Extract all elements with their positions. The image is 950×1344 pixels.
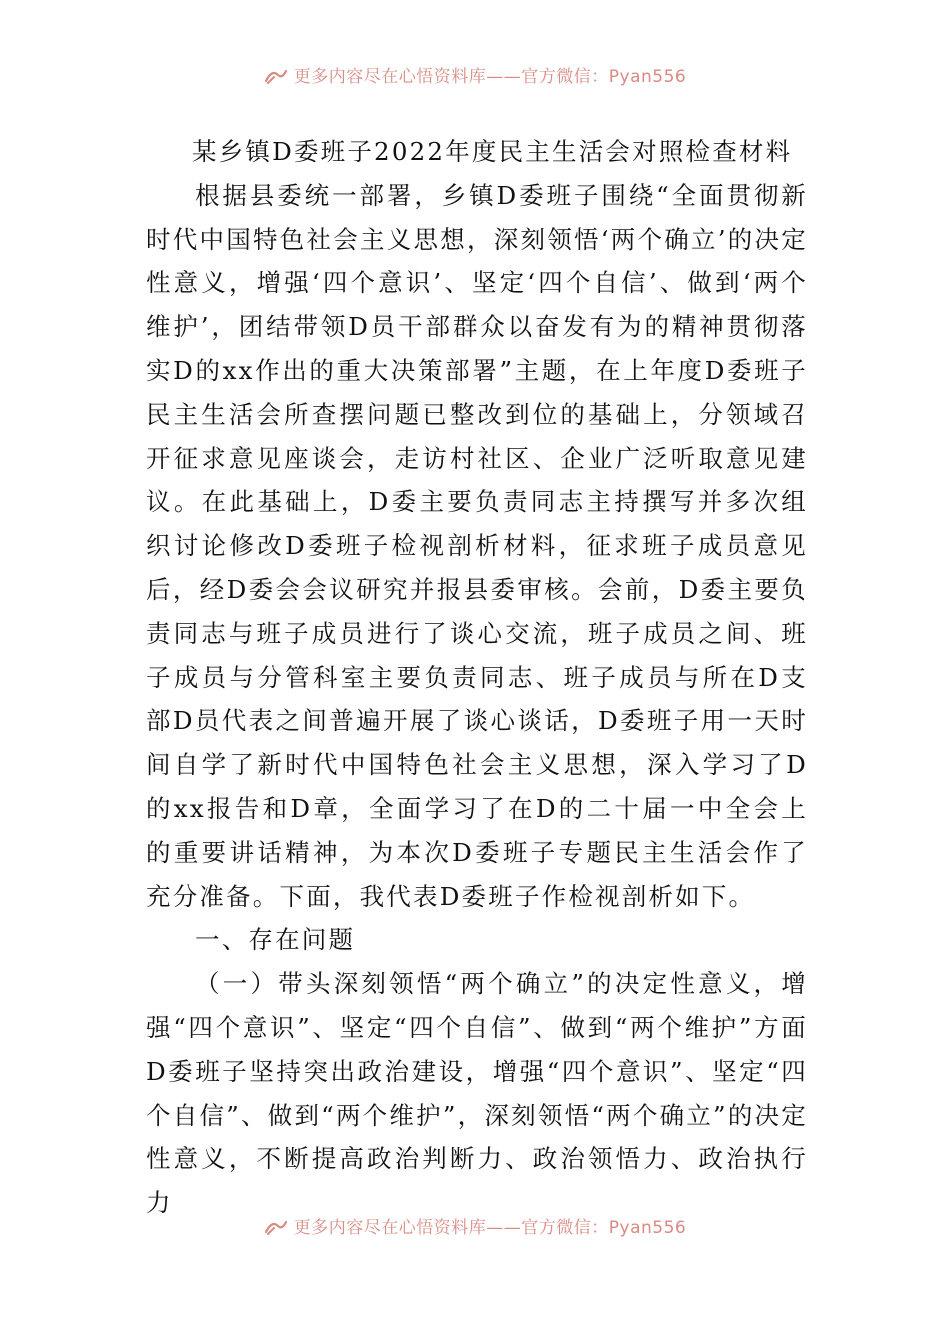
watermark-text: 更多内容尽在心悟资料库——官方微信：Pyan556 bbox=[293, 67, 687, 87]
watermark-text: 更多内容尽在心悟资料库——官方微信：Pyan556 bbox=[293, 1218, 687, 1238]
document-title: 某乡镇D委班子2022年度民主生活会对照检查材料 bbox=[192, 137, 793, 166]
subsection-paragraph-1: （一）带头深刻领悟“两个确立”的决定性意义，增强“四个意识”、坚定“四个自信”、做到“两个维护”方面D委班子坚持突出政治建设，增强“四个意识”、坚定“四个自信”、做到“两个维护”，深刻领悟“两个确立”的决定性意义，不断提高政治判断力、政治领悟力、政治执行力 bbox=[146, 969, 808, 1218]
intro-paragraph: 根据县委统一部署，乡镇D委班子围绕“全面贯彻新时代中国特色社会主义思想，深刻领悟‘两个确立’的决定性意义，增强‘四个意识’、坚定‘四个自信’、做到‘两个维护’，团结带领D员干部群众以奋发有为的精神贯彻落实D的xx作出的重大决策部署”主题，在上年度D委班子民主生活会所查摆问题已整改到位的基础上，分领域召开征求意见座谈会，走访村社区、企业广泛听取意见建议。在此基础上，D委主要负责同志主持撰写并多次组织讨论修改D委班子检视剖析材料，征求班子成员意见后，经D委会会议研究并报县委审核。会前，D委主要负责同志与班子成员进行了谈心交流，班子成员之间、班子成员与分管科室主要负责同志、班子成员与所在D支部D员代表之间普遍开展了谈心谈话，D委班子用一天时间自学了新时代中国特色社会主义思想，深入学习了D的xx报告和D章，全面学习了在D的二十届一中全会上的重要讲话精神，为本次D委班子专题民主生活会作了充分准备。下面，我代表D委班子作检视剖析如下。 bbox=[146, 180, 808, 911]
pen-logo-icon bbox=[264, 1218, 288, 1236]
watermark-header bbox=[0, 62, 950, 87]
pen-logo-icon bbox=[264, 67, 288, 85]
document-body bbox=[146, 130, 808, 1225]
section-heading-1: 一、存在问题 bbox=[195, 925, 356, 955]
watermark-footer bbox=[0, 1213, 950, 1238]
